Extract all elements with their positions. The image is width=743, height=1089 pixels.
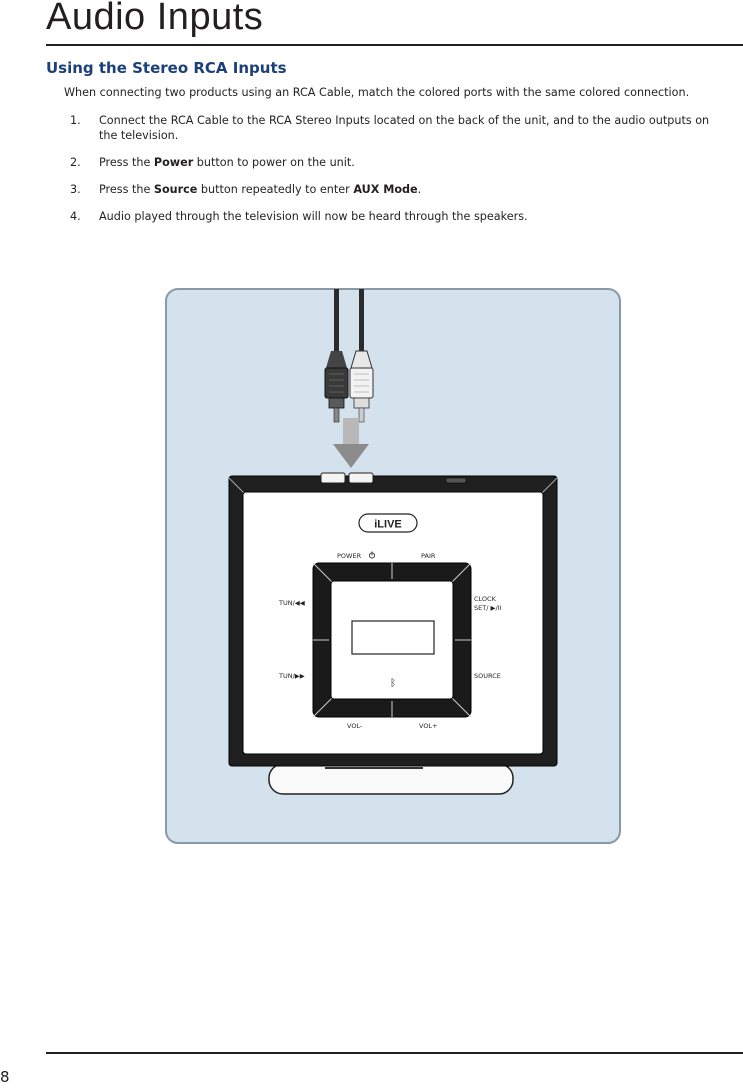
step-number: 1. xyxy=(70,114,81,127)
step-text: Press the Power button to power on the unit. xyxy=(99,156,355,169)
volume-down-button[interactable]: VOL- xyxy=(347,722,363,730)
footer-rule xyxy=(46,1052,743,1054)
source-term: Source xyxy=(153,183,198,196)
steps-list xyxy=(70,113,730,236)
device-illustration xyxy=(165,288,621,844)
header-rule xyxy=(46,44,743,46)
brand-logo: iLIVE xyxy=(374,518,402,531)
tune-forward-button[interactable]: TUN/▶▶ xyxy=(279,672,305,680)
tune-back-button[interactable]: TUN/◀◀ xyxy=(279,599,305,607)
page-title: Audio Inputs xyxy=(46,0,264,38)
speaker-unit xyxy=(229,473,557,794)
step-text: Connect the RCA Cable to the RCA Stereo Inputs located on the back of the unit, and to the audio outputs on the television. xyxy=(99,114,710,142)
power-term: Power xyxy=(153,156,194,169)
clock-label: CLOCK xyxy=(474,595,496,603)
volume-up-button[interactable]: VOL+ xyxy=(419,722,438,730)
list-item xyxy=(70,209,730,224)
step-number: 4. xyxy=(70,210,81,223)
aux-mode-term: AUX Mode xyxy=(353,183,418,196)
page-number: 8 xyxy=(0,1068,10,1086)
step-number: 2. xyxy=(70,156,81,169)
step-text: Press the Source button repeatedly to enter AUX Mode. xyxy=(99,183,422,196)
list-item xyxy=(70,182,730,197)
section-heading: Using the Stereo RCA Inputs xyxy=(46,59,287,77)
set-play-button[interactable]: SET/ ▶/II xyxy=(474,604,502,612)
display-window xyxy=(352,621,434,654)
power-button[interactable]: POWER xyxy=(337,552,362,560)
intro-text: When connecting two products using an RCA Cable, match the colored ports with the same colored connection. xyxy=(64,86,690,99)
pair-button[interactable]: PAIR xyxy=(421,552,436,560)
bluetooth-icon: ᛒ xyxy=(390,678,396,689)
step-text: Audio played through the television will now be heard through the speakers. xyxy=(99,210,528,223)
step-number: 3. xyxy=(70,183,81,196)
list-item xyxy=(70,113,730,143)
source-button[interactable]: SOURCE xyxy=(474,672,501,680)
list-item xyxy=(70,155,730,170)
